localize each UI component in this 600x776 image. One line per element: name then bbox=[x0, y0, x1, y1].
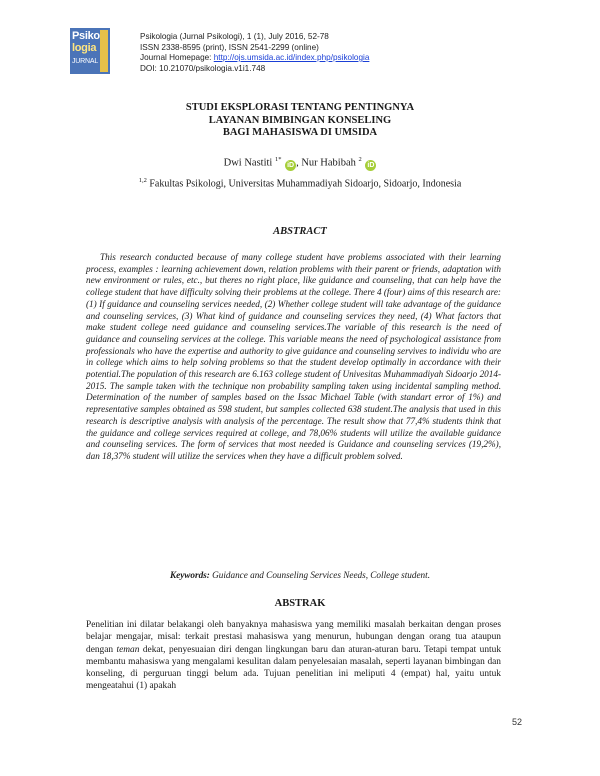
logo-stripe bbox=[100, 30, 108, 72]
homepage-link[interactable]: http://ojs.umsida.ac.id/index.php/psikologia bbox=[213, 53, 370, 62]
journal-logo bbox=[70, 28, 110, 74]
keywords-value: Guidance and Counseling Services Needs, College student. bbox=[209, 570, 431, 580]
title-line-3: BAGI MAHASISWA DI UMSIDA bbox=[222, 127, 378, 138]
author-1-name: Dwi Nastiti bbox=[223, 157, 273, 169]
doi-line: DOI: 10.21070/psikologia.v1i1.748 bbox=[140, 63, 266, 73]
affiliation-text: Fakultas Psikologi, Universitas Muhammadiyah Sidoarjo, Sidoarjo, Indonesia bbox=[146, 178, 462, 190]
logo-text-line1: Psiko bbox=[72, 30, 100, 42]
logo-text-line2: logia bbox=[72, 42, 97, 54]
citation-line: Psikologia (Jurnal Psikologi), 1 (1), July 2016, 52-78 bbox=[140, 32, 329, 41]
homepage-line bbox=[140, 53, 369, 64]
keywords-label: Keywords: bbox=[169, 570, 210, 580]
abstract-body: This research conducted because of many college student have problems associated with their learning process, examples : learning achievement down, relation problems with their parent or friends, adaptation with new environment or rules, etc., but theres no right place, like guidance and counseling, that can help have the college student that have difficulty solving their problems at the college. There 4 (four) aims of this research are: (1) If guidance and counseling services needed, (2) Whether college student will take advantage of the guidance and counseling services, (3) What kind of guidance and counseling services they need, (4) What factors that make student college need guidance and counseling services.The variable of this research is the need of guidance and counseling services at the college. This variable means the need of psychological assistance from professionals who have the expertise and authority to give guidance and counseling servives to individu who are in college which aims to help solving problems so that the student develop optimally in accordance with their potential.The population of this research are 6.163 college student of Univesitas Muhammadiyah Sidoarjo 2014-2015. The sample taken with the technique non probability sampling taken using incidental sampling method. Determination of the number of samples based on the Issac Michael Table (with standart error of 1%) and representative samples obtained as 598 student, but samples collected 638 student.The analysis that used in this research is descriptive analysis with analysis of the percentage. The result show that 77,4% students think that the guidance and college services required at college, and 78,06% students will utilize the available guidance and counseling services. The form of services that most needed is Guidance and counseling services (19,2%), dan 18,37% student will utilize the services when they have a difficult problem solved. bbox=[86, 252, 501, 461]
abstrak-heading: ABSTRAK bbox=[274, 598, 326, 609]
paper-title bbox=[0, 102, 600, 140]
title-line-2: LAYANAN BIMBINGAN KONSELING bbox=[208, 114, 392, 126]
authors bbox=[0, 156, 600, 171]
abstrak-body-italic: teman bbox=[116, 644, 140, 655]
author-2-affiliation-mark: 2 bbox=[358, 156, 362, 163]
journal-header bbox=[140, 32, 369, 74]
homepage-label: Journal Homepage: bbox=[140, 53, 214, 62]
orcid-icon[interactable]: iD bbox=[287, 161, 295, 169]
affiliation-mark: 1,2 bbox=[138, 177, 147, 184]
author-separator: , bbox=[296, 157, 302, 169]
affiliation bbox=[0, 177, 600, 189]
author-1-affiliation-mark: 1* bbox=[274, 156, 282, 163]
author-2-name: Nur Habibah bbox=[301, 157, 356, 169]
page-number: 52 bbox=[512, 717, 523, 727]
abstract-heading: ABSTRACT bbox=[273, 226, 327, 237]
issn-line: ISSN 2338-8595 (print), ISSN 2541-2299 (online) bbox=[140, 42, 319, 52]
abstrak-body-part1: Penelitian ini dilatar belakangi oleh banyaknya mahasiswa yang memiliki masalah berkaitan dengan proses belajar mengajar, misal: terkait prestasi mahasiswa yang menurun, hubungan dengan orang tua ataupun dengan bbox=[86, 620, 501, 655]
abstrak-body bbox=[86, 619, 501, 693]
abstrak-body-part2: dekat, penyesuaian diri dengan lingkungan baru dan aturan-aturan baru. Tetapi tempat untuk membantu mahasiswa yang mengalami kesulitan dalam penyelesaian masalah, seperti layanan bimbingan dan konseling, di perguruan tinggi belum ada. Tujuan penelitian ini meliputi 4 (empat) hal, yaitu untuk mengeatahui (1) apakah bbox=[86, 644, 502, 692]
orcid-icon[interactable]: iD bbox=[367, 161, 375, 169]
title-line-1: STUDI EKSPLORASI TENTANG PENTINGNYA bbox=[185, 102, 415, 113]
logo-text-line3: JURNAL bbox=[72, 58, 99, 65]
keywords bbox=[0, 570, 600, 580]
